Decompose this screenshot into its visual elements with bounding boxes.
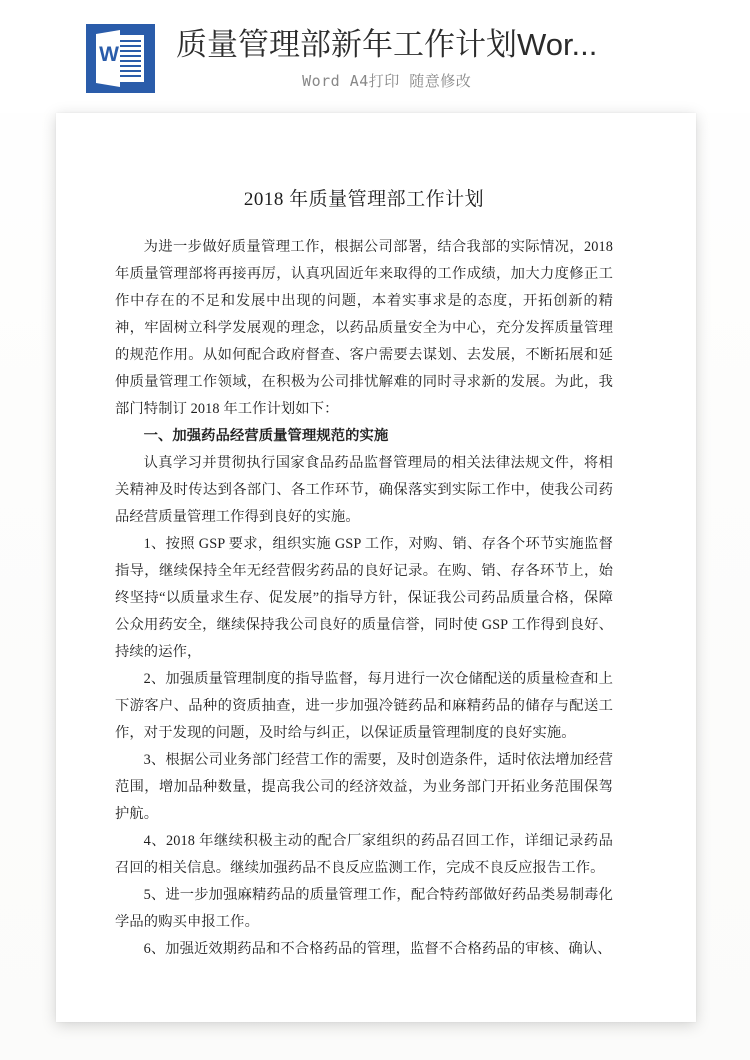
document-paragraph: 1、按照 GSP 要求，组织实施 GSP 工作，对购、销、存各个环节实施监督指导，继续保持全年无经营假劣药品的良好记录。在购、销、存各环节上，始终坚持“以质量求生存、促发展”的指导方针，保证我公司药品质量合格，保障公众用药安全，继续保持我公司良好的质量信誉，同时使 GSP 工作得到良好、持续的运作， [115, 536, 613, 660]
header-text-block [176, 24, 597, 92]
word-icon-lines [120, 40, 141, 77]
word-document-icon [86, 24, 155, 93]
document-paragraph: 2、加强质量管理制度的指导监督，每月进行一次仓储配送的质量检查和上下游客户、品种的资质抽查，进一步加强冷链药品和麻精药品的储存与配送工作，对于发现的问题，及时给与纠正，以保证质量管理制度的良好实施。 [115, 671, 613, 741]
document-paragraph: 为进一步做好质量管理工作，根据公司部署，结合我部的实际情况，2018 年质量管理部将再接再厉，认真巩固近年来取得的工作成绩，加大力度修正工作中存在的不足和发展中出现的问题，本着实事求是的态度，开拓创新的精神，牢固树立科学发展观的理念，以药品质量安全为中心，充分发挥质量管理的规范作用。从如何配合政府督查、客户需要去谋划、去发展，不断拓展和延伸质量管理工作领域，在积极为公司排忧解难的同时寻求新的发展。为此，我部门特制订 2018 年工作计划如下： [115, 239, 613, 417]
page-title: 质量管理部新年工作计划Wor... [176, 27, 598, 62]
document-paragraph-list [115, 234, 613, 963]
document-body [115, 186, 613, 963]
document-section-heading: 一、加强药品经营质量管理规范的实施 [143, 428, 389, 444]
preview-header [0, 0, 750, 113]
document-paragraph: 认真学习并贯彻执行国家食品药品监督管理局的相关法律法规文件，将相关精神及时传达到各部门、各工作环节，确保落实到实际工作中，使我公司药品经营质量管理工作得到良好的实施。 [115, 455, 613, 525]
page-subtitle: Word A4打印 随意修改 [302, 72, 472, 90]
document-paragraph: 3、根据公司业务部门经营工作的需要，及时创造条件，适时依法增加经营范围，增加品种数量，提高我公司的经济效益，为业务部门开拓业务范围保驾护航。 [115, 752, 613, 822]
word-icon-letter: W [99, 43, 119, 66]
document-heading: 2018 年质量管理部工作计划 [243, 189, 485, 210]
document-preview-page[interactable] [56, 113, 696, 1022]
header-inner [86, 24, 597, 93]
document-paragraph: 5、进一步加强麻精药品的质量管理工作，配合特药部做好药品类易制毒化学品的购买申报工作。 [115, 887, 613, 930]
document-paragraph: 6、加强近效期药品和不合格药品的管理，监督不合格药品的审核、确认、 [143, 941, 612, 957]
document-paragraph: 4、2018 年继续积极主动的配合厂家组织的药品召回工作，详细记录药品召回的相关信息。继续加强药品不良反应监测工作，完成不良反应报告工作。 [115, 833, 613, 876]
